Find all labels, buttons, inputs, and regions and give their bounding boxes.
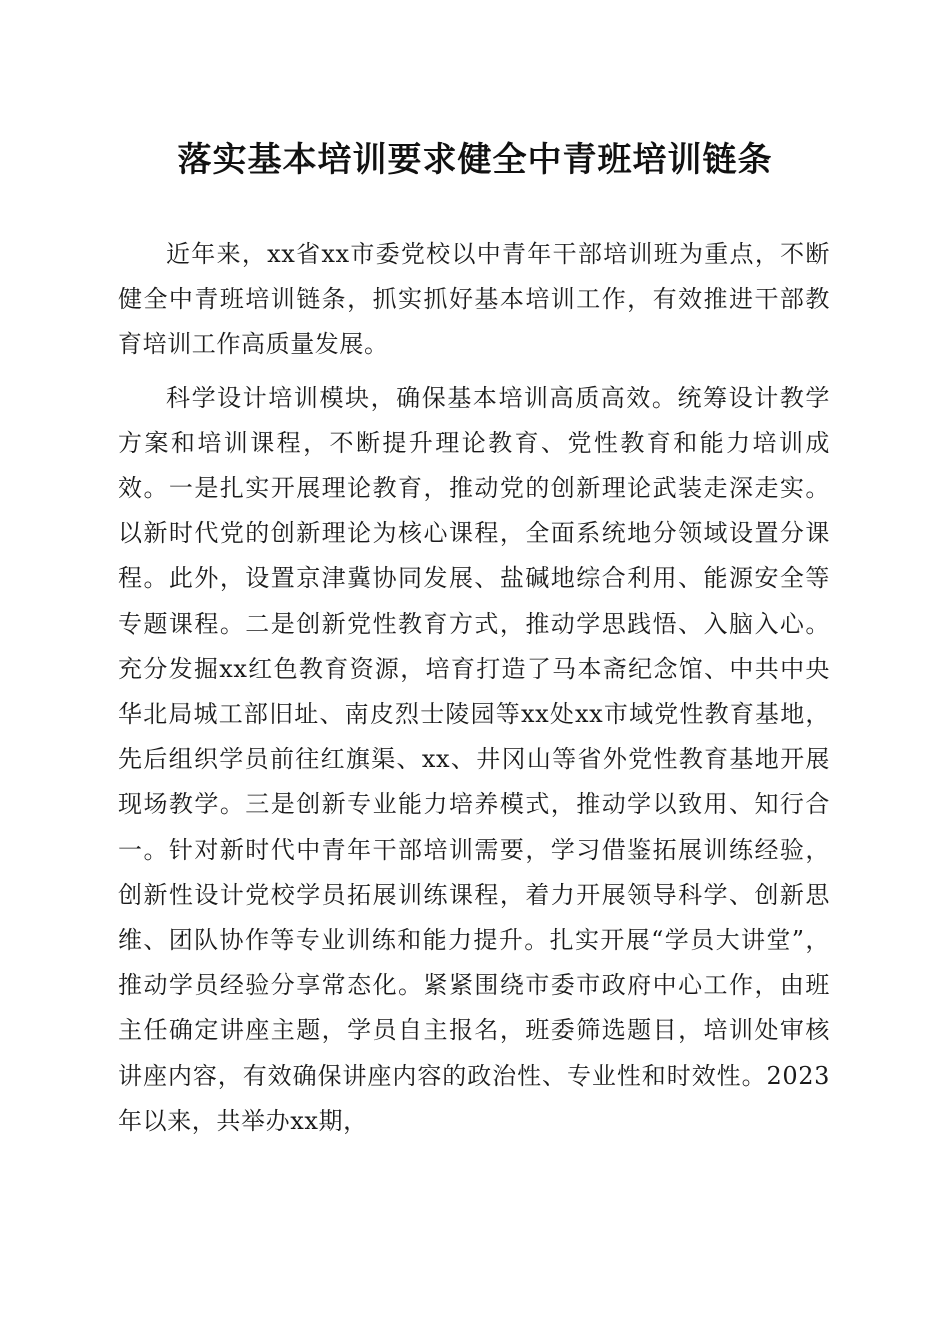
paragraph-training-modules: 科学设计培训模块，确保基本培训高质高效。统筹设计教学方案和培训课程，不断提升理论教育、党性教育和能力培训成效。一是扎实开展理论教育，推动党的创新理论武装走深走实。以新时代党的创新理论为核心课程，全面系统地分领域设置分课程。此外，设置京津冀协同发展、盐碱地综合利用、能源安全等专题课程。二是创新党性教育方式，推动学思践悟、入脑入心。充分发掘xx红色教育资源，培育打造了马本斋纪念馆、中共中央华北局城工部旧址、南皮烈士陵园等xx处xx市域党性教育基地，先后组织学员前往红旗渠、xx、井冈山等省外党性教育基地开展现场教学。三是创新专业能力培养模式，推动学以致用、知行合一。针对新时代中青年干部培训需要，学习借鉴拓展训练经验，创新性设计党校学员拓展训练课程，着力开展领导科学、创新思维、团队协作等专业训练和能力提升。扎实开展“学员大讲堂”，推动学员经验分享常态化。紧紧围绕市委市政府中心工作，由班主任确定讲座主题，学员自主报名，班委筛选题目，培训处审核讲座内容，有效确保讲座内容的政治性、专业性和时效性。2023年以来，共举办xx期， [118, 383, 830, 1135]
document-title: 落实基本培训要求健全中青班培训链条 [177, 140, 773, 180]
paragraph-intro: 近年来，xx省xx市委党校以中青年干部培训班为重点，不断健全中青班培训链条，抓实抓好基本培训工作，有效推进干部教育培训工作高质量发展。 [118, 240, 830, 359]
document-body [118, 232, 830, 1152]
